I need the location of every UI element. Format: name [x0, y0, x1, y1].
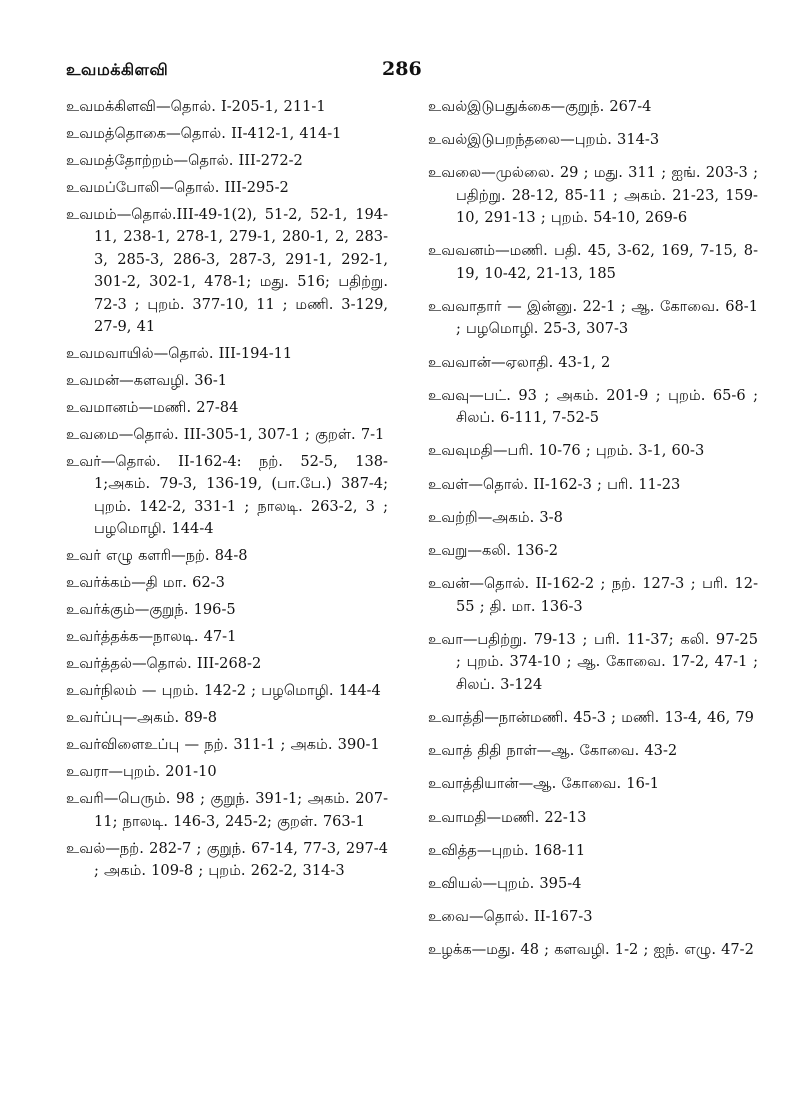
- index-entry: உவரா—புறம். 201-10: [66, 763, 217, 781]
- index-entry: உவர்த்தல்—தொல். III-268-2: [66, 655, 262, 673]
- index-entry: உவாத்தியான்—ஆ. கோவை. 16-1: [428, 775, 660, 793]
- index-entry: உவமை—தொல். III-305-1, 307-1 ; குறள். 7-1: [66, 426, 385, 444]
- index-entry: உவமன்—களவழி. 36-1: [66, 372, 228, 390]
- index-entry: உவவனம்—மணி. பதி. 45, 3-62, 169, 7-15, 8-19, 10-42, 21-13, 185: [428, 242, 758, 282]
- index-entry: உவவாதார் — இன்னு. 22-1 ; ஆ. கோவை. 68-1 ; பழமொழி. 25-3, 307-3: [428, 298, 758, 338]
- index-entry: உவமவாயில்—தொல். III-194-11: [66, 345, 293, 363]
- index-entry: உவர்—தொல். II-162-4: நற். 52-5, 138-1;அகம். 79-3, 136-19, (பா.பே.) 387-4; புறம். 142-2, 331-1 ; நாலடி. 263-2, 3 ; பழமொழி. 144-4: [66, 453, 388, 538]
- index-entry: உவமத்தொகை—தொல். II-412-1, 414-1: [66, 125, 342, 142]
- index-entry: உவாமதி—மணி. 22-13: [428, 808, 587, 826]
- index-entry: உவவான்—ஏலாதி. 43-1, 2: [428, 353, 611, 371]
- index-entry: உவமப்போலி—தொல். III-295-2: [66, 179, 289, 196]
- index-entry: உவாத் திதி நாள்—ஆ. கோவை. 43-2: [428, 742, 678, 760]
- index-entry: உவமம்—தொல்.III-49-1(2), 51-2, 52-1, 194-11, 238-1, 278-1, 279-1, 280-1, 2, 283-3, 285-3, 286-3, 287-3, 291-1, 292-1, 301-2, 302-1, 478-1; மது. 516; பதிற்று. 72-3 ; புறம். 377-10, 11 ; மணி. 3-129, 27-9, 41: [66, 206, 388, 336]
- page-number: 286: [382, 58, 422, 80]
- index-entry: உவர்ப்பு—அகம். 89-8: [66, 709, 218, 727]
- index-entry: உவவுமதி—பரி. 10-76 ; புறம். 3-1, 60-3: [428, 442, 705, 460]
- index-entry: உவமத்தோற்றம்—தொல். III-272-2: [66, 152, 303, 169]
- index-entry: உவரி—பெரும். 98 ; குறுந். 391-1; அகம். 207-11; நாலடி. 146-3, 245-2; குறள். 763-1: [66, 790, 388, 830]
- index-entry: உவலை—முல்லை. 29 ; மது. 311 ; ஐங். 203-3 ; பதிற்று. 28-12, 85-11 ; அகம். 21-23, 159-10, 291-13 ; புறம். 54-10, 269-6: [428, 164, 758, 227]
- index-entry: உவன்—தொல். II-162-2 ; நற். 127-3 ; பரி. 12-55 ; தி. மா. 136-3: [428, 575, 758, 615]
- index-entry: உழக்க—மது. 48 ; களவழி. 1-2 ; ஐந். எழு. 47-2: [428, 941, 754, 959]
- index-entry: உவறு—கலி. 136-2: [428, 542, 559, 560]
- index-entry: உவர்த்தக்க—நாலடி. 47-1: [66, 628, 237, 646]
- index-entry: உவமானம்—மணி. 27-84: [66, 399, 239, 417]
- index-entry: உவா—பதிற்று. 79-13 ; பரி. 11-37; கலி. 97-25 ; புறம். 374-10 ; ஆ. கோவை. 17-2, 47-1 ; சிலப். 3-124: [428, 630, 758, 693]
- index-entry: உவித்த—புறம். 168-11: [428, 841, 586, 859]
- left-column: [66, 96, 388, 887]
- index-entry: உவாத்தி—நான்மணி. 45-3 ; மணி. 13-4, 46, 79: [428, 708, 754, 726]
- index-entry: உவல்இடுபறந்தலை—புறம். 314-3: [428, 131, 660, 149]
- index-entry: உவை—தொல். II-167-3: [428, 908, 593, 926]
- index-entry: உவர்க்கும்—குறுந். 196-5: [66, 601, 236, 619]
- index-entry: உவல்இடுபதுக்கை—குறுந். 267-4: [428, 98, 652, 115]
- index-entry: உவள்—தொல். II-162-3 ; பரி. 11-23: [428, 475, 681, 493]
- index-entry: உவர்நிலம் — புறம். 142-2 ; பழமொழி. 144-4: [66, 682, 381, 700]
- running-head: உவமக்கிளவி: [66, 60, 169, 79]
- index-entry: உவர் எழு களரி—நற். 84-8: [66, 547, 248, 565]
- index-entry: உவியல்—புறம். 395-4: [428, 874, 582, 892]
- index-entry: உவவு—பட். 93 ; அகம். 201-9 ; புறம். 65-6 ; சிலப். 6-111, 7-52-5: [428, 386, 758, 427]
- index-entry: உவமக்கிளவி—தொல். I-205-1, 211-1: [66, 98, 326, 115]
- index-entry: உவற்றி—அகம். 3-8: [428, 508, 563, 526]
- index-entry: உவர்க்கம்—தி மா. 62-3: [66, 574, 225, 592]
- right-column: [428, 96, 758, 973]
- index-entry: உவர்விளைஉப்பு — நற். 311-1 ; அகம். 390-1: [66, 736, 380, 754]
- index-entry: உவல்—நற். 282-7 ; குறுந். 67-14, 77-3, 297-4 ; அகம். 109-8 ; புறம். 262-2, 314-3: [66, 839, 388, 880]
